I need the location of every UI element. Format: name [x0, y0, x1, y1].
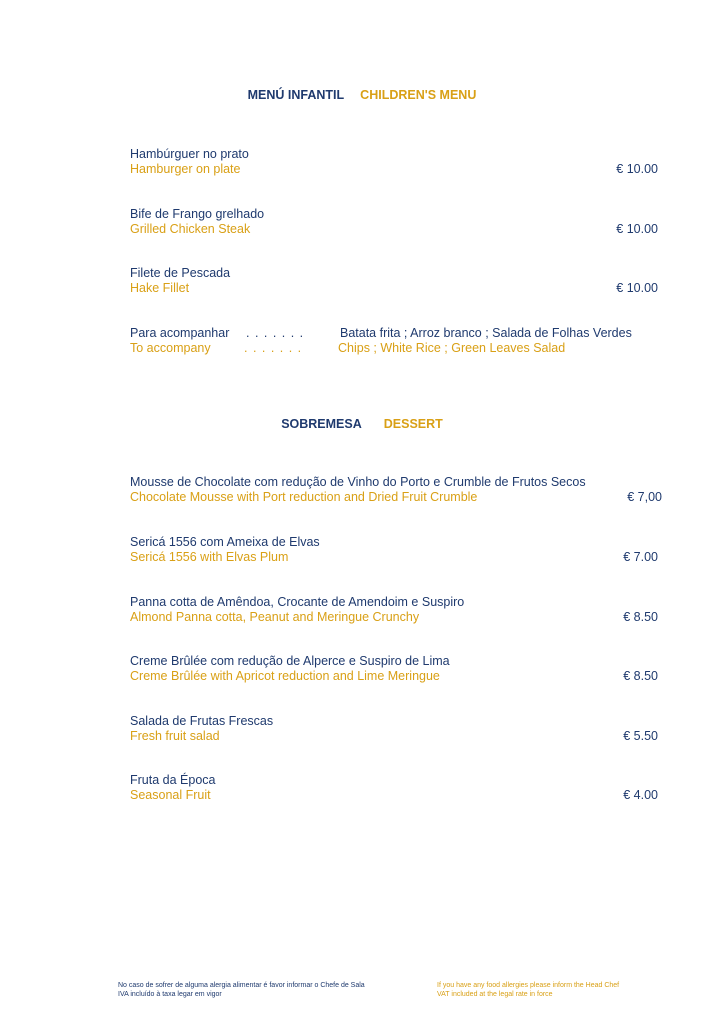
heading-en: DESSERT	[383, 417, 443, 431]
menu-item-price: € 4.00	[623, 788, 658, 802]
menu-item-name-en: Creme Brûlée with Apricot reduction and Lime Meringue	[130, 669, 440, 683]
menu-item-name-en: Hake Fillet	[130, 281, 190, 295]
leader-dots: . . . . . . .	[246, 326, 305, 340]
menu-item-price: € 10.00	[616, 222, 658, 236]
menu-item	[130, 595, 660, 625]
menu-item-name-pt: Mousse de Chocolate com redução de Vinho do Porto e Crumble de Frutos Secos	[130, 475, 586, 489]
menu-item	[130, 654, 660, 684]
menu-item-price: € 8.50	[623, 610, 658, 624]
menu-item	[130, 773, 660, 803]
menu-item-price: € 8.50	[623, 669, 658, 683]
menu-item-name-pt: Sericá 1556 com Ameixa de Elvas	[130, 535, 320, 549]
menu-item	[130, 714, 660, 744]
menu-item-name-en: Chocolate Mousse with Port reduction and Dried Fruit Crumble	[130, 490, 478, 504]
menu-item-name-pt: Filete de Pescada	[130, 266, 231, 280]
menu-item-name-en: Hamburger on plate	[130, 162, 241, 176]
heading-pt: MENÚ INFANTIL	[247, 88, 345, 102]
menu-item-price: € 10.00	[616, 162, 658, 176]
accompaniment-label-pt: Para acompanhar	[130, 326, 230, 340]
menu-item-name-pt: Bife de Frango grelhado	[130, 207, 265, 221]
menu-item	[130, 207, 660, 237]
menu-item-name-pt: Panna cotta de Amêndoa, Crocante de Amendoim e Suspiro	[130, 595, 465, 609]
accompaniment	[130, 326, 670, 356]
accompaniment-en	[130, 341, 670, 356]
menu-item-name-en: Grilled Chicken Steak	[130, 222, 251, 236]
accompaniment-value-en: Chips ; White Rice ; Green Leaves Salad	[338, 341, 566, 355]
menu-item-name-pt: Fruta da Época	[130, 773, 216, 787]
allergy-note-pt: No caso de sofrer de alguma alergia alimentar é favor informar o Chefe de Sala	[118, 982, 365, 989]
menu-item	[130, 147, 660, 177]
vat-note-en: VAT included at the legal rate in force	[437, 991, 553, 998]
menu-item	[130, 535, 660, 565]
section-heading-childrens-menu	[0, 88, 724, 102]
accompaniment-label-en: To accompany	[130, 341, 211, 355]
leader-dots: . . . . . . .	[244, 341, 303, 355]
menu-item-name-pt: Hambúrguer no prato	[130, 147, 249, 161]
menu-item-name-en: Seasonal Fruit	[130, 788, 211, 802]
allergy-note-en: If you have any food allergies please inform the Head Chef	[437, 982, 620, 989]
menu-item-price: € 7.00	[623, 550, 658, 564]
menu-item	[130, 266, 660, 296]
heading-en: CHILDREN'S MENU	[360, 88, 477, 102]
menu-item-name-pt: Creme Brûlée com redução de Alperce e Suspiro de Lima	[130, 654, 450, 668]
menu-item	[130, 475, 660, 505]
heading-pt: SOBREMESA	[281, 417, 362, 431]
menu-item-name-pt: Salada de Frutas Frescas	[130, 714, 274, 728]
footer-note-pt	[118, 981, 365, 999]
menu-item-price: € 10.00	[616, 281, 658, 295]
section-heading-dessert	[0, 417, 724, 431]
menu-item-name-en: Almond Panna cotta, Peanut and Meringue Crunchy	[130, 610, 420, 624]
menu-item-price: € 5.50	[623, 729, 658, 743]
menu-item-name-en: Sericá 1556 with Elvas Plum	[130, 550, 289, 564]
accompaniment-pt	[130, 326, 670, 341]
menu-item-price: € 7,00	[627, 490, 662, 504]
footer-note-en	[437, 981, 619, 999]
accompaniment-value-pt: Batata frita ; Arroz branco ; Salada de Folhas Verdes	[340, 326, 632, 340]
menu-item-name-en: Fresh fruit salad	[130, 729, 220, 743]
vat-note-pt: IVA incluído à taxa legar em vigor	[118, 991, 222, 998]
